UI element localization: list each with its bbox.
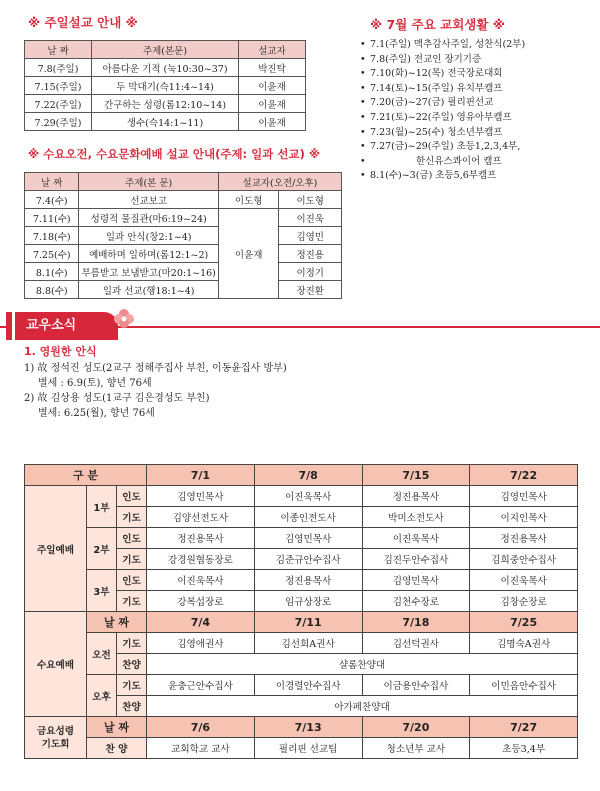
list-item: • 7.8(주일) 전교인 장기기증 bbox=[358, 53, 525, 68]
date-label: 날 짜 bbox=[87, 717, 147, 738]
news-banner bbox=[0, 312, 600, 338]
wednesday-worship-label: 수요예배 bbox=[25, 612, 87, 717]
role-label: 기도 bbox=[117, 507, 147, 528]
table-row: 7.18(수) 일과 안식(창2:1~4) 김영민 bbox=[25, 227, 342, 245]
table-row: 8.8(수) 일과 선교(행18:1~4) 장진환 bbox=[25, 281, 342, 299]
service-label: 2부 bbox=[87, 528, 117, 570]
news-heading: 1. 영원한 안식 bbox=[24, 345, 97, 358]
role-label: 기도 bbox=[117, 591, 147, 612]
table-row: 3부 인도 이진욱목사 정진용목사 김영민목사 이진욱목사 bbox=[25, 570, 578, 591]
schedule-date: 7/27 bbox=[470, 717, 578, 738]
schedule-header-row bbox=[25, 465, 578, 486]
list-item: • 7.20(금)~27(금) 필리핀선교 bbox=[358, 96, 525, 111]
schedule-date: 7/6 bbox=[147, 717, 255, 738]
schedule-date: 7/15 bbox=[362, 465, 470, 486]
table-row: 찬 양 교회학교 교사 필리핀 선교팀 청소년부 교사 초등3,4부 bbox=[25, 738, 578, 759]
table-row: 8.1(수) 부름받고 보냄받고(마20:1~16) 이정기 bbox=[25, 263, 342, 281]
friday-prayer-label: 금요성령 기도회 bbox=[25, 717, 87, 759]
list-item: • 7.1(주일) 맥추감사주일, 성찬식(2부) bbox=[358, 38, 525, 53]
date-label: 날 짜 bbox=[87, 612, 147, 633]
table-header: 주제(본 문) bbox=[79, 173, 218, 191]
schedule-date: 7/8 bbox=[254, 465, 362, 486]
schedule-date: 7/13 bbox=[254, 717, 362, 738]
service-label: 3부 bbox=[87, 570, 117, 612]
wed-worship-title: ※ 수요오전, 수요문화예배 설교 안내(주제: 일과 선교) ※ bbox=[28, 147, 321, 161]
table-row: 7.4(수) 선교보고 이도형 이도형 bbox=[25, 191, 342, 209]
schedule-date: 7/22 bbox=[470, 465, 578, 486]
role-label: 찬 양 bbox=[87, 738, 147, 759]
role-label: 기도 bbox=[117, 633, 147, 654]
news-item-detail: 별세 : 6.9(토), 향년 76세 bbox=[38, 378, 152, 389]
role-label: 기도 bbox=[117, 675, 147, 696]
table-header: 설교자 bbox=[239, 41, 306, 59]
table-row: 2부 인도 정진용목사 김영민목사 이진욱목사 정진용목사 bbox=[25, 528, 578, 549]
list-item: • 7.23(월)~25(수) 청소년부캠프 bbox=[358, 126, 525, 141]
service-label: 1부 bbox=[87, 486, 117, 528]
am-preacher-merged: 이윤재 bbox=[218, 209, 279, 299]
service-schedule-table bbox=[24, 464, 578, 759]
table-row: 주일예배 1부 인도 김영민목사 이진욱목사 정진용목사 김영민목사 bbox=[25, 486, 578, 507]
am-label: 오전 bbox=[87, 633, 117, 675]
sunday-worship-label: 주일예배 bbox=[25, 486, 87, 612]
table-header: 주제(본문) bbox=[92, 41, 239, 59]
table-row: 오전 기도 김영애권사 김선희A권사 김선덕권사 김명숙A권사 bbox=[25, 633, 578, 654]
sunday-sermon-title: ※ 주일설교 안내 ※ bbox=[28, 15, 138, 30]
flower-icon bbox=[113, 308, 135, 330]
schedule-date: 7/20 bbox=[362, 717, 470, 738]
table-row: 기도 강복섭장로 임규상장로 김천수장로 김창순장로 bbox=[25, 591, 578, 612]
table-row: 기도 강경원협동장로 김준규안수집사 김진두안수집사 김희중안수집사 bbox=[25, 549, 578, 570]
table-row: 7.25(수) 예배하며 일하며(롬12:1~2) 정진용 bbox=[25, 245, 342, 263]
schedule-date: 7/4 bbox=[147, 612, 255, 633]
list-item: • 7.21(토)~22(주일) 영유아부캠프 bbox=[358, 111, 525, 126]
wed-worship-table bbox=[24, 172, 342, 299]
role-label: 인도 bbox=[117, 570, 147, 591]
table-header: 설교자(오전/오후) bbox=[218, 173, 341, 191]
table-row: 7.15(주일) 두 막대기(슥11:4~14) 이윤재 bbox=[25, 77, 306, 95]
july-events-title: ※ 7월 주요 교회생활 ※ bbox=[370, 17, 505, 32]
role-label: 찬양 bbox=[117, 654, 147, 675]
news-item: 2) 故 김상용 성도(1교구 김은경성도 부친) bbox=[24, 393, 210, 404]
list-item-continued: • 한신유스콰이어 캠프 bbox=[358, 155, 525, 170]
table-row: 7.11(수) 성령적 물질관(마6:19~24) 이윤재 이진욱 bbox=[25, 209, 342, 227]
role-label: 인도 bbox=[117, 528, 147, 549]
table-row: 7.29(주일) 생수(슥14:1~11) 이윤재 bbox=[25, 113, 306, 131]
pm-choir: 아가페찬양대 bbox=[147, 696, 578, 717]
table-header: 날 짜 bbox=[25, 173, 79, 191]
table-row: 7.8(주일) 아름다운 기적 (눅10:30~37) 박진탁 bbox=[25, 59, 306, 77]
schedule-date: 7/25 bbox=[470, 612, 578, 633]
schedule-date: 7/11 bbox=[254, 612, 362, 633]
schedule-date: 7/18 bbox=[362, 612, 470, 633]
schedule-header-label: 구 분 bbox=[25, 465, 147, 486]
table-row: 기도 김양선전도사 이종인전도사 박미소전도사 이지인목사 bbox=[25, 507, 578, 528]
news-item: 1) 故 정석진 성도(2교구 정해주집사 부친, 이동윤집사 방부) bbox=[24, 363, 287, 374]
july-events-list bbox=[358, 38, 525, 184]
list-item: • 7.10(화)~12(목) 전국장로대회 bbox=[358, 67, 525, 82]
list-item: • 8.1(수)~3(금) 초등5,6부캠프 bbox=[358, 169, 525, 184]
list-item: • 7.14(토)~15(주일) 유치부캠프 bbox=[358, 82, 525, 97]
role-label: 인도 bbox=[117, 486, 147, 507]
table-row: 7.22(주일) 간구하는 성령(롬12:10~14) 이윤재 bbox=[25, 95, 306, 113]
table-header: 날 짜 bbox=[25, 41, 92, 59]
role-label: 찬양 bbox=[117, 696, 147, 717]
news-banner-label: 교우소식 bbox=[6, 312, 118, 340]
sunday-sermon-table bbox=[24, 40, 306, 131]
am-choir: 샬롬찬양대 bbox=[147, 654, 578, 675]
news-section bbox=[24, 344, 287, 421]
schedule-date: 7/1 bbox=[147, 465, 255, 486]
table-row bbox=[25, 612, 578, 633]
table-row bbox=[25, 717, 578, 738]
table-row: 오후 기도 윤충근안수집사 이경렬안수집사 이금용안수집사 이민음안수집사 bbox=[25, 675, 578, 696]
news-item-detail: 별세: 6.25(월), 향년 76세 bbox=[38, 408, 155, 419]
list-item: • 7.27(금)~29(주일) 초등1,2,3,4부, bbox=[358, 140, 525, 155]
pm-label: 오후 bbox=[87, 675, 117, 717]
role-label: 기도 bbox=[117, 549, 147, 570]
